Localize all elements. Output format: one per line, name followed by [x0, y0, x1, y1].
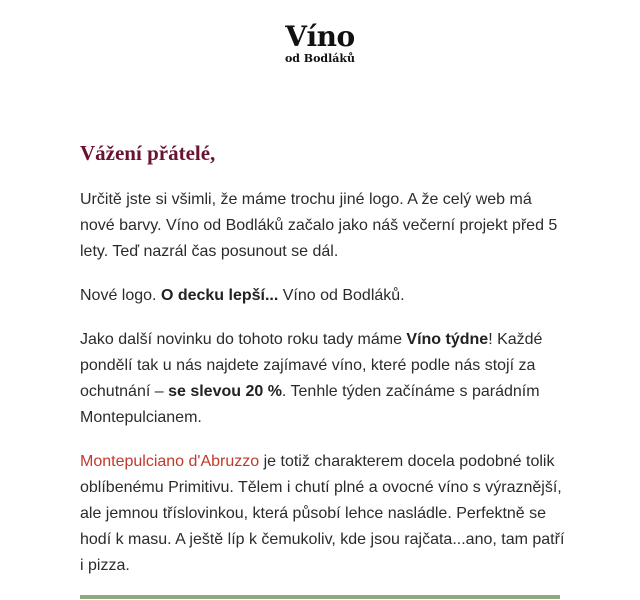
wine-week-text-2: ! Každé pondělí tak u nás najdete zajímavé víno, které podle nás stojí za ochutnání –: [80, 331, 543, 400]
new-logo-text-end: Víno od Bodláků.: [278, 287, 405, 304]
wine-week-text-3: . Tenhle týden začínáme s parádním Montepulcianem.: [80, 383, 540, 426]
montepulciano-text: je totiž charakterem docela podobné tolik oblíbenému Primitivu. Tělem i chutí plné a ovocné víno s výraznější, ale jemnou tříslovinkou, která působí lehce nasládle. Perfektně se hodí k masu. A ještě líp k čemukoliv, kde jsou rajčata...ano, tam patří i pizza.: [80, 453, 565, 574]
paragraph-montepulciano: [80, 449, 565, 579]
discount-bold: se slevou 20 %: [168, 383, 282, 400]
slogan-bold: O decku lepší...: [160, 287, 279, 304]
wine-week-text-1: Jako další novinku do tohoto roku tady máme: [80, 331, 407, 348]
paragraph-new-logo: [80, 283, 565, 309]
brand-logo[interactable]: [0, 20, 640, 65]
section-divider: [80, 595, 560, 599]
paragraph-wine-of-week: [80, 327, 565, 431]
brand-logo-subtitle: od Bodláků: [284, 52, 356, 65]
brand-logo-name: Víno: [285, 20, 355, 53]
paragraph-intro: Určitě jste si všimli, že máme trochu jiné logo. A že celý web má nové barvy. Víno od Bodláků začalo jako náš večerní projekt před 5 lety. Teď nazrál čas posunout se dál.: [80, 191, 558, 260]
wine-of-week-bold: Víno týdne: [406, 331, 489, 348]
email-body: [80, 140, 565, 597]
greeting-heading: Vážení přátelé,: [80, 141, 216, 165]
new-logo-text: Nové logo.: [80, 287, 161, 304]
montepulciano-link[interactable]: Montepulciano d'Abruzzo: [80, 453, 260, 470]
